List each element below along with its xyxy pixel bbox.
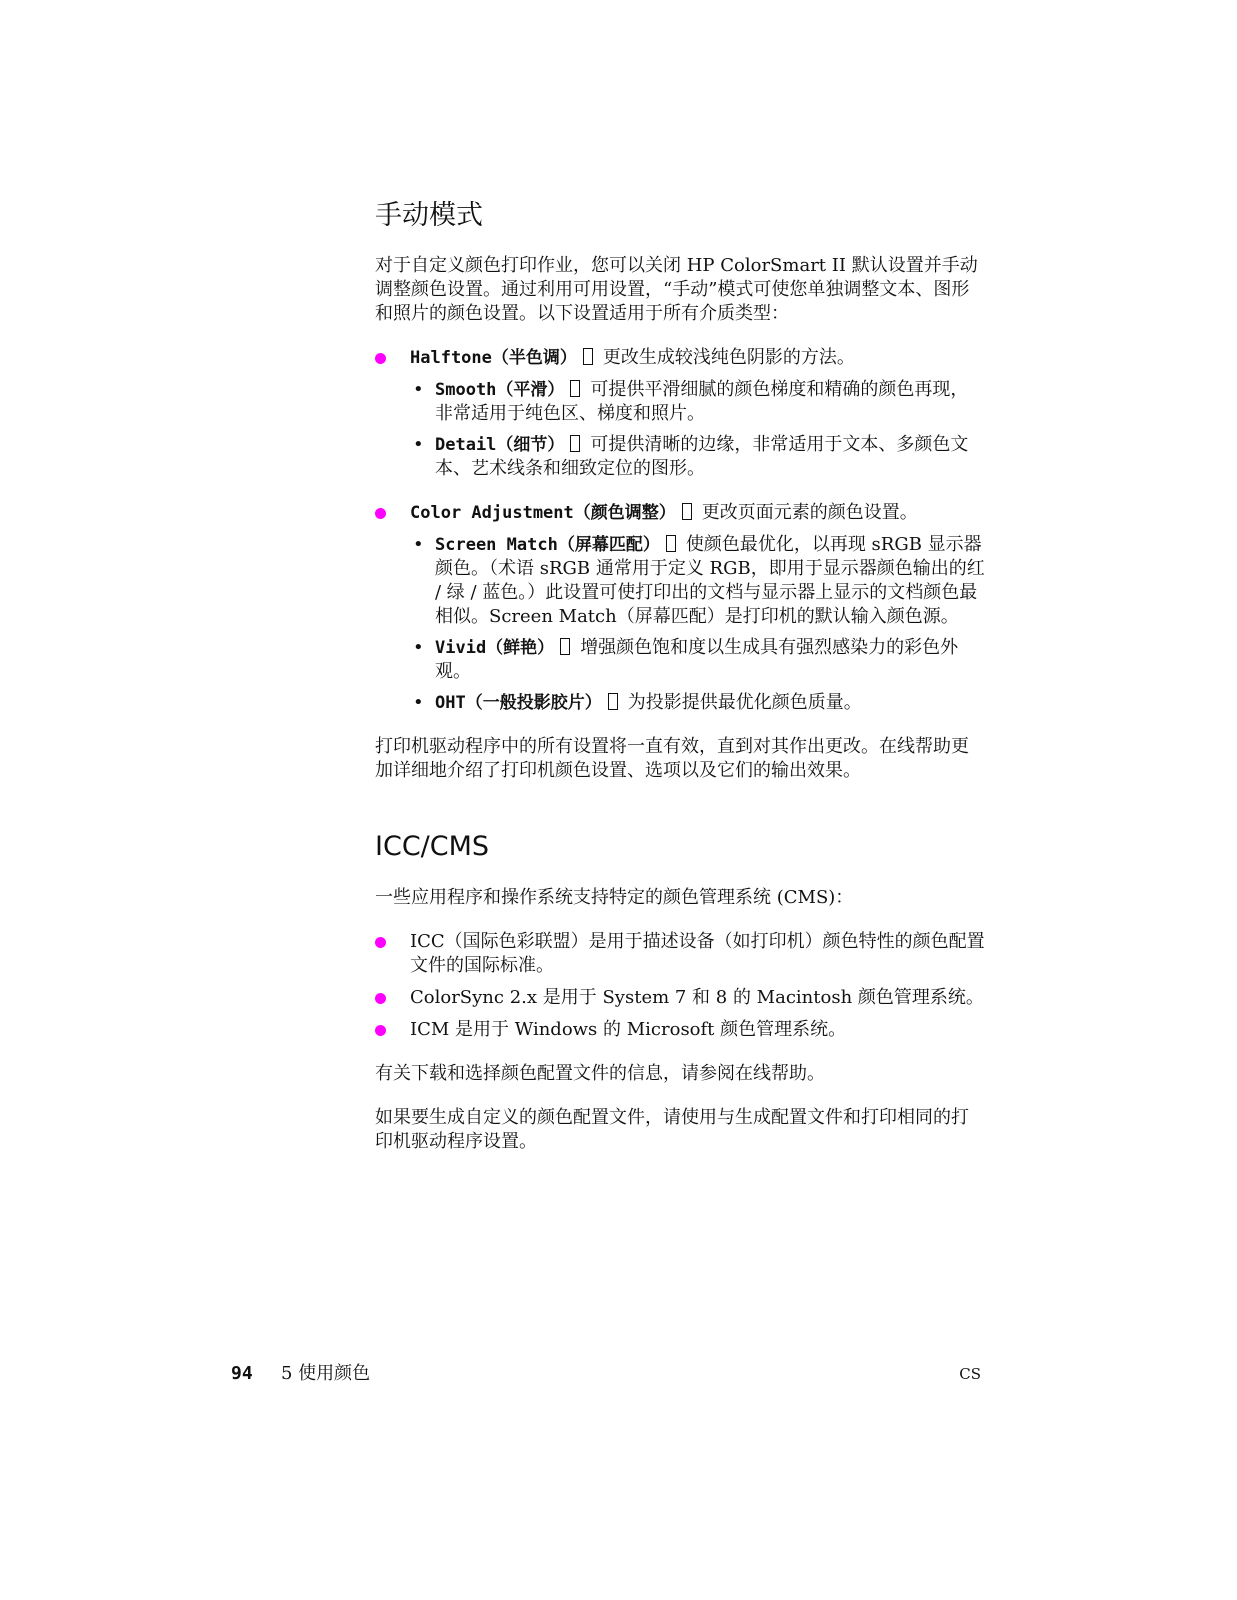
missing-glyph-icon: [583, 348, 593, 365]
option-desc: 可提供平滑细腻的颜色梯度和精确的颜色再现，非常适用于纯色区、梯度和照片。: [435, 379, 969, 425]
list-item-icc: [375, 930, 985, 978]
halftone-options-list: [410, 378, 985, 481]
section-title-manual-mode: 手动模式: [375, 200, 483, 231]
missing-glyph-icon: [570, 435, 580, 452]
page-number: 94: [231, 1363, 253, 1384]
list-item-text: ColorSync 2.x 是用于 System 7 和 8 的 Macintosh 颜色管理系统。: [410, 986, 984, 1008]
list-item-oht: [410, 691, 985, 715]
option-term: OHT（一般投影胶片）: [435, 693, 602, 714]
list-item-color-adjustment: [375, 501, 985, 715]
profile-download-note: 有关下载和选择颜色配置文件的信息，请参阅在线帮助。: [375, 1062, 825, 1084]
cms-list: [375, 930, 985, 1042]
dot-bullet-icon: •: [413, 637, 424, 659]
option-term: Screen Match（屏幕匹配）: [435, 535, 660, 556]
missing-glyph-icon: [682, 503, 692, 520]
missing-glyph-icon: [666, 535, 676, 552]
list-item-halftone: [375, 346, 985, 481]
icc-cms-intro: 一些应用程序和操作系统支持特定的颜色管理系统 (CMS)：: [375, 886, 854, 908]
list-item-icm: [375, 1018, 985, 1042]
manual-mode-intro: 对于自定义颜色打印作业，您可以关闭 HP ColorSmart II 默认设置并手动调整颜色设置。通过利用可用设置，“手动”模式可使您单独调整文本、图形和照片的颜色设置。以下设置适用于所有介质类型：: [375, 255, 978, 325]
list-item-text: ICC（国际色彩联盟）是用于描述设备（如打印机）颜色特性的颜色配置文件的国际标准。: [410, 930, 985, 976]
bullet-icon: [375, 1025, 386, 1036]
setting-term: Halftone（半色调）: [410, 348, 577, 369]
bullet-icon: [375, 993, 386, 1004]
option-term: Smooth（平滑）: [435, 380, 565, 401]
dot-bullet-icon: •: [413, 692, 424, 714]
language-code: CS: [959, 1365, 981, 1383]
missing-glyph-icon: [570, 380, 580, 397]
option-desc: 使颜色最优化，以再现 sRGB 显示器颜色。（术语 sRGB 通常用于定义 RGB，即用于显示器颜色输出的红 / 绿 / 蓝色。）此设置可使打印出的文档与显示器上显示的文档颜色最相似。Screen Match（屏幕匹配）是打印机的默认输入颜色源。: [435, 534, 985, 628]
setting-desc: 更改页面元素的颜色设置。: [701, 502, 918, 524]
option-desc: 增强颜色饱和度以生成具有强烈感染力的彩色外观。: [435, 637, 959, 683]
color-adjustment-options-list: [410, 533, 985, 715]
page-content: [375, 200, 985, 1174]
dot-bullet-icon: •: [413, 434, 424, 456]
manual-mode-closing: 打印机驱动程序中的所有设置将一直有效，直到对其作出更改。在线帮助更加详细地介绍了打印机颜色设置、选项以及它们的输出效果。: [375, 736, 969, 782]
option-term: Vivid（鲜艳）: [435, 638, 555, 659]
bullet-icon: [375, 353, 386, 364]
option-desc: 为投影提供最优化颜色质量。: [627, 692, 862, 714]
section-title-icc-cms: ICC/CMS: [375, 831, 490, 863]
option-desc: 可提供清晰的边缘，非常适用于文本、多颜色文本、艺术线条和细致定位的图形。: [435, 434, 969, 480]
dot-bullet-icon: •: [413, 379, 424, 401]
page-footer: [231, 1362, 981, 1388]
list-item-vivid: [410, 636, 985, 684]
chapter-title: 5 使用颜色: [281, 1363, 371, 1384]
list-item-screen-match: [410, 533, 985, 629]
dot-bullet-icon: •: [413, 534, 424, 556]
list-item-colorsync: [375, 986, 985, 1010]
custom-profile-note: 如果要生成自定义的颜色配置文件，请使用与生成配置文件和打印相同的打印机驱动程序设置。: [375, 1106, 969, 1152]
bullet-icon: [375, 937, 386, 948]
list-item-detail: [410, 433, 985, 481]
list-item-text: ICM 是用于 Windows 的 Microsoft 颜色管理系统。: [410, 1018, 847, 1040]
setting-term: Color Adjustment（颜色调整）: [410, 503, 676, 524]
option-term: Detail（细节）: [435, 435, 565, 456]
manual-mode-settings-list: [375, 346, 985, 715]
bullet-icon: [375, 508, 386, 519]
missing-glyph-icon: [608, 693, 618, 710]
setting-desc: 更改生成较浅纯色阴影的方法。: [602, 347, 855, 369]
list-item-smooth: [410, 378, 985, 426]
missing-glyph-icon: [560, 638, 570, 655]
